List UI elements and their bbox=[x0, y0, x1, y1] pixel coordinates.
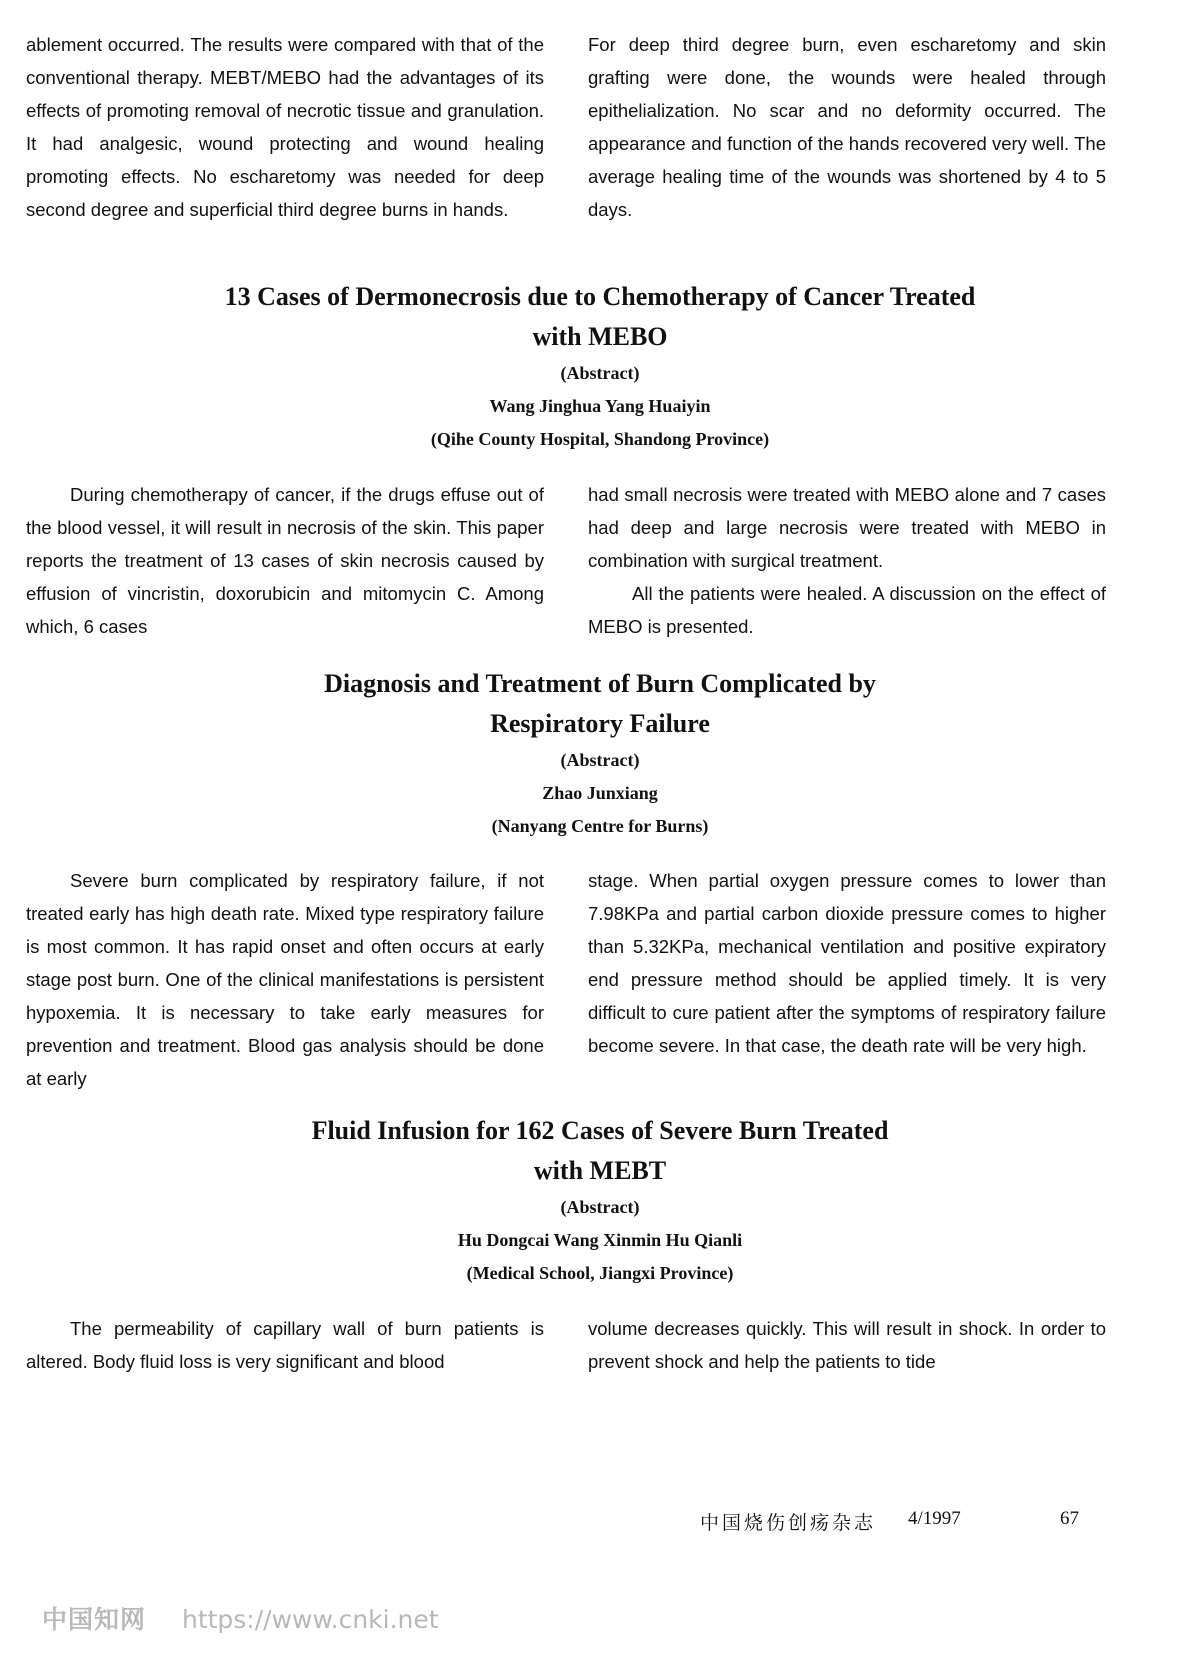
right-column bbox=[588, 28, 1106, 226]
right-column bbox=[588, 478, 1106, 643]
continued-article-body bbox=[26, 28, 1106, 226]
article-title bbox=[0, 277, 1200, 357]
article-authors: Wang Jinghua Yang Huaiyin bbox=[489, 396, 711, 416]
right-column bbox=[588, 1312, 1106, 1378]
paragraph: stage. When partial oxygen pressure comes to lower than 7.98KPa and partial carbon dioxide pressure comes to higher than 5.32KPa, mechanical ventilation and positive expiratory end pressure method should be applied timely. It is very difficult to cure patient after the symptoms of respiratory failure become severe. In that case, the death rate will be very high. bbox=[588, 870, 1106, 1056]
left-column bbox=[26, 864, 544, 1095]
article-authors: Zhao Junxiang bbox=[542, 783, 658, 803]
title-line: Fluid Infusion for 162 Cases of Severe Burn Treated bbox=[311, 1116, 889, 1145]
article-affiliation: (Medical School, Jiangxi Province) bbox=[466, 1263, 734, 1283]
abstract-label: (Abstract) bbox=[560, 1197, 640, 1217]
paragraph: For deep third degree burn, even escharetomy and skin grafting were done, the wounds were healed through epithelialization. No scar and no deformity occurred. The appearance and function of the hands recovered very well. The average healing time of the wounds was shortened by 4 to 5 days. bbox=[588, 34, 1106, 220]
page-footer bbox=[700, 1508, 1100, 1538]
right-column bbox=[588, 864, 1106, 1095]
abstract-label: (Abstract) bbox=[560, 750, 640, 770]
journal-name: 中国烧伤创疡杂志 bbox=[700, 1513, 877, 1534]
article-header bbox=[0, 664, 1200, 843]
abstract-label: (Abstract) bbox=[560, 363, 640, 383]
left-column bbox=[26, 478, 544, 643]
article-title bbox=[0, 664, 1200, 744]
paragraph: Severe burn complicated by respiratory failure, if not treated early has high death rate. Mixed type respiratory failure is most common. It has rapid onset and often occurs at early stage post burn. One of the clinical manifestations is persistent hypoxemia. It is necessary to take early measures for prevention and treatment. Blood gas analysis should be done at early bbox=[26, 870, 544, 1089]
article-authors: Hu Dongcai Wang Xinmin Hu Qianli bbox=[457, 1230, 743, 1250]
left-column bbox=[26, 28, 544, 226]
title-line: with MEBO bbox=[532, 322, 668, 351]
title-line: Diagnosis and Treatment of Burn Complicated by bbox=[324, 669, 876, 698]
paragraph: ablement occurred. The results were compared with that of the conventional therapy. MEBT/MEBO had the advantages of its effects of promoting removal of necrotic tissue and granulation. It had analgesic, wound protecting and wound healing promoting effects. No escharetomy was needed for deep second degree and superficial third degree burns in hands. bbox=[26, 34, 544, 220]
title-line: with MEBT bbox=[533, 1156, 667, 1185]
paragraph: During chemotherapy of cancer, if the drugs effuse out of the blood vessel, it will result in necrosis of the skin. This paper reports the treatment of 13 cases of skin necrosis caused by effusion of vincristin, doxorubicin and mitomycin C. Among which, 6 cases bbox=[26, 484, 544, 637]
cnki-url: https://www.cnki.net bbox=[181, 1605, 439, 1634]
title-line: Respiratory Failure bbox=[490, 709, 710, 738]
paragraph: All the patients were healed. A discussion on the effect of MEBO is presented. bbox=[588, 583, 1106, 637]
page-number: 67 bbox=[1060, 1508, 1079, 1529]
article-affiliation: (Qihe County Hospital, Shandong Province) bbox=[430, 429, 770, 449]
cnki-watermark bbox=[42, 1600, 439, 1636]
article-header bbox=[0, 277, 1200, 456]
paragraph: had small necrosis were treated with MEBO alone and 7 cases had deep and large necrosis were treated with MEBO in combination with surgical treatment. bbox=[588, 484, 1106, 571]
paragraph: volume decreases quickly. This will result in shock. In order to prevent shock and help the patients to tide bbox=[588, 1318, 1106, 1372]
article-header bbox=[0, 1111, 1200, 1290]
title-line: 13 Cases of Dermonecrosis due to Chemotherapy of Cancer Treated bbox=[224, 282, 976, 311]
article-affiliation: (Nanyang Centre for Burns) bbox=[491, 816, 709, 836]
article-body bbox=[26, 478, 1106, 643]
paragraph: The permeability of capillary wall of burn patients is altered. Body fluid loss is very significant and blood bbox=[26, 1318, 544, 1372]
article-body bbox=[26, 1312, 1106, 1378]
cnki-logo: 中国知网 bbox=[42, 1605, 147, 1634]
left-column bbox=[26, 1312, 544, 1378]
issue-number: 4/1997 bbox=[908, 1508, 961, 1529]
article-title bbox=[0, 1111, 1200, 1191]
article-body bbox=[26, 864, 1106, 1095]
